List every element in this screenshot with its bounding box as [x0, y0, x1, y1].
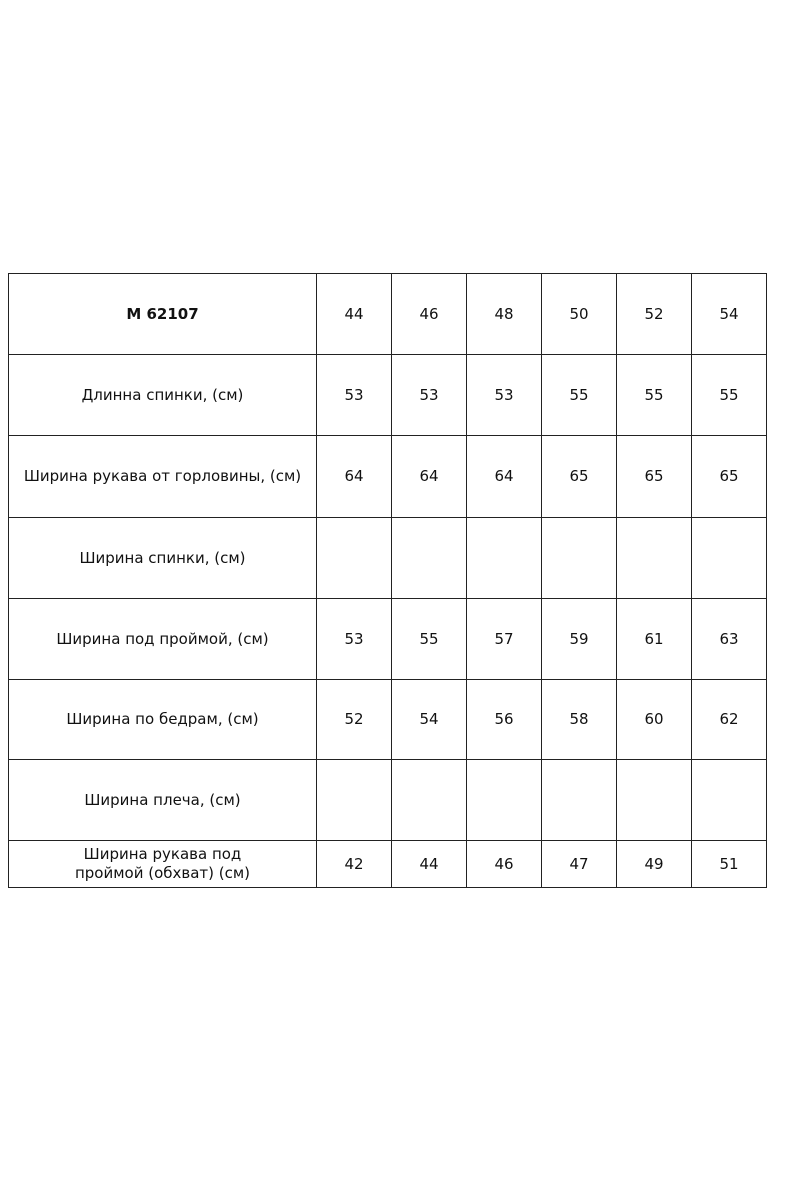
table-cell: [542, 518, 617, 599]
table-cell: 57: [467, 599, 542, 680]
table-cell: 46: [467, 841, 542, 888]
table-cell: 62: [692, 680, 767, 760]
table-row: [9, 436, 767, 518]
row-label: Ширина спинки, (см): [9, 518, 317, 599]
table-cell: 58: [542, 680, 617, 760]
table-cell: [467, 518, 542, 599]
table-row: [9, 518, 767, 599]
table-cell: 55: [542, 355, 617, 436]
table-cell: [392, 760, 467, 841]
table-cell: 44: [392, 841, 467, 888]
table-cell: [617, 518, 692, 599]
row-label: Длинна спинки, (см): [9, 355, 317, 436]
table-cell: 63: [692, 599, 767, 680]
size-header: 50: [542, 274, 617, 355]
table-cell: 59: [542, 599, 617, 680]
size-header: 54: [692, 274, 767, 355]
table-cell: 55: [392, 599, 467, 680]
table-cell: [317, 518, 392, 599]
table-cell: 52: [317, 680, 392, 760]
table-cell: 53: [317, 599, 392, 680]
size-header: 46: [392, 274, 467, 355]
size-header: 48: [467, 274, 542, 355]
table-cell: 65: [617, 436, 692, 518]
table-cell: 55: [617, 355, 692, 436]
table-cell: 51: [692, 841, 767, 888]
header-row: [9, 274, 767, 355]
table-cell: 60: [617, 680, 692, 760]
table-cell: 64: [392, 436, 467, 518]
row-label: [9, 841, 317, 888]
table-cell: 53: [392, 355, 467, 436]
row-label: Ширина рукава от горловины, (см): [9, 436, 317, 518]
table-row: [9, 760, 767, 841]
table-cell: 53: [317, 355, 392, 436]
model-number: М 62107: [9, 274, 317, 355]
table-cell: 65: [542, 436, 617, 518]
table-cell: [617, 760, 692, 841]
row-label-text: [75, 845, 250, 883]
table-cell: 42: [317, 841, 392, 888]
table-cell: [467, 760, 542, 841]
table-cell: 54: [392, 680, 467, 760]
table-cell: [392, 518, 467, 599]
table-cell: 56: [467, 680, 542, 760]
table-cell: 49: [617, 841, 692, 888]
table-cell: 65: [692, 436, 767, 518]
table-cell: 53: [467, 355, 542, 436]
row-label-line: Ширина рукава под: [83, 845, 242, 864]
size-header: 44: [317, 274, 392, 355]
table-cell: 64: [467, 436, 542, 518]
row-label: Ширина по бедрам, (см): [9, 680, 317, 760]
table-row: [9, 355, 767, 436]
table-cell: 64: [317, 436, 392, 518]
table-row: [9, 841, 767, 888]
table-cell: 61: [617, 599, 692, 680]
table-cell: [317, 760, 392, 841]
row-label: Ширина под проймой, (см): [9, 599, 317, 680]
row-label-line: проймой (обхват) (см): [74, 864, 251, 882]
row-label: Ширина плеча, (см): [9, 760, 317, 841]
table-cell: 55: [692, 355, 767, 436]
table-cell: [542, 760, 617, 841]
size-chart-table: [8, 273, 767, 888]
table-cell: [692, 518, 767, 599]
table-row: [9, 599, 767, 680]
table-cell: [692, 760, 767, 841]
table-cell: 47: [542, 841, 617, 888]
size-header: 52: [617, 274, 692, 355]
table-row: [9, 680, 767, 760]
